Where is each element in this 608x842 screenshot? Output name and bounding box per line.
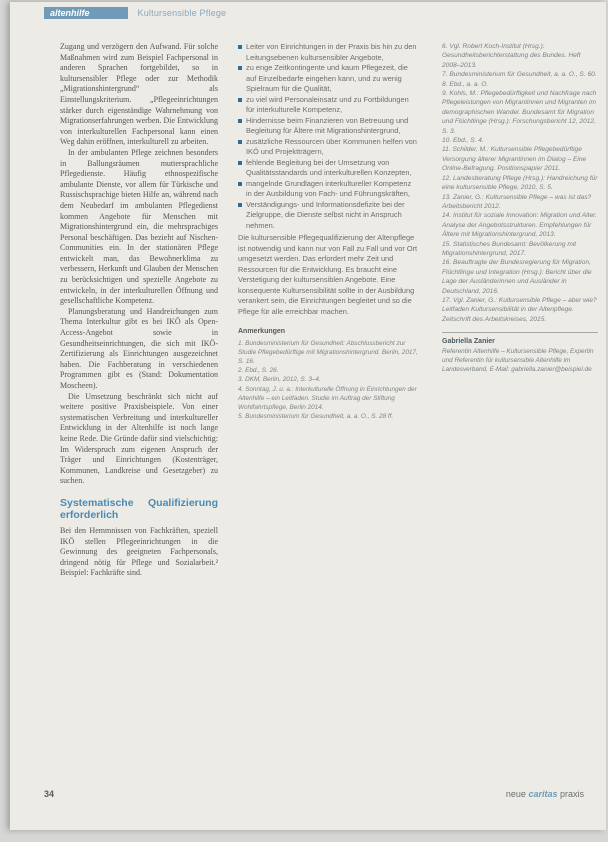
list-item: Hindernisse beim Finanzieren von Betreuung und Begleitung für Ältere mit Migrationshintergrund, — [238, 116, 418, 137]
endnote: 9. Kohls, M.: Pflegebedürftigkeit und Nachfrage nach Pflegeleistungen von Migrantinnen und Migranten im demographischen Wandel. Bundesamt für Migration und Flüchtlinge (Hrsg.): Forschungsbericht 12, 2012, S. 3. — [442, 90, 597, 135]
endnote: 3. DKM, Berlin, 2012, S. 3–4. — [238, 376, 321, 384]
column-1 — [60, 42, 218, 579]
list-item: zu enge Zeitkontingente und kaum Pflegezeit, die auf Einzelbedarfe eingehen kann, und zu wenig Spielraum für die Qualität, — [238, 63, 418, 95]
section-title: Kultursensible Pflege — [137, 7, 227, 18]
page-header — [44, 6, 226, 19]
endnote: 1. Bundesministerium für Gesundheit: Abschlussbericht zur Studie Pflegebedürftige mit Migrationshintergrund. Berlin, 2017, S. 16. — [238, 339, 418, 365]
list-item: zu viel wird Personaleinsatz und zu Fortbildungen für interkulturelle Kompetenz, — [238, 95, 418, 116]
paragraph: Planungsberatung und Handreichungen zum Thema Interkultur gibt es bei IKÖ als Open-Access-Angebot sowie in Gesundheitseinrichtungen, die sich mit IKÖ-Zertifizierung als Einrichtungen ausgezeichnet haben. Die Fachberatung in verschiedenen Programmen gibt es (Stand: Dokumentation Moscheen). — [60, 306, 218, 390]
paragraph: Die kultursensible Pflegequalifizierung der Altenpflege ist notwendig und kann nur von Fall zu Fall und vor Ort umgesetzt werden. Das erfordert mehr Zeit und Ressourcen für die Entwicklung. Es braucht eine Verstetigung der kultursensiblen Angebote. Eine konsequente Kultursensibilität sollte in der Ausbildung verankert sein, die Einrichtungen begleitet und so die Pflege für alle erreichbar machen. — [238, 233, 418, 316]
page-footer — [44, 789, 584, 799]
column-2 — [238, 42, 418, 421]
endnote: 14. Institut für soziale Innovation: Migration und Alter. Analyse der Angebotsstrukturen. Empfehlungen für Ältere mit Migrationshintergrund, 2013. — [442, 212, 597, 239]
paragraph: Bei den Hemmnissen von Fachkräften, speziell IKÖ stellen Pflegeeinrichtungen in die Gewinnung des geeigneten Fachpersonals, dringend nötig für Pflege und Sozialarbeit.² Beispiel: Fachkräfte sind. — [60, 525, 218, 578]
endnote: 6. Vgl. Robert Koch-Institut (Hrsg.): Gesundheitsberichterstattung des Bundes. Heft 2008–2013. — [442, 43, 581, 69]
endnote: 16. Beauftragte der Bundesregierung für Migration, Flüchtlinge und Integration (Hrsg.): Bericht über die Lage der Ausländerinnen und Ausländer in Deutschland, 2016. — [442, 259, 592, 295]
brand-prefix: neue — [505, 789, 526, 799]
magazine-brand — [506, 789, 584, 799]
endnote: 8. Ebd., a. a. O. — [442, 80, 489, 88]
endnote: 10. Ebd., S. 4. — [442, 137, 484, 145]
subheading: Systematische Qualifizierung erforderlich — [60, 496, 218, 521]
brand-suffix: praxis — [559, 789, 584, 799]
endnote: 7. Bundesministerium für Gesundheit, a. a. O., S. 60. — [442, 71, 597, 79]
column-3 — [442, 42, 598, 375]
paragraph: In der ambulanten Pflege zeichnen besonders in Ballungsräumen muttersprachliche Pflegedienste. Häufig ethnospezifische ambulante Dienste, vor allem für Türkische und Russischsprachige bieten Hilfe an, während nach dem Neubedarf im ambulanten Pflegedienst kommen Angebote für Menschen mit Migrationshintergrund ein, die mehrsprachiges Personal beschäftigen. Das bezieht auf Nischen-Communities ein. In der stationären Pflege entwickelt man, das Bewohnerklima zu verbessern, Herkunft und Glauben der Menschen zu berücksichtigen und spezielle Angebote zu entwickeln, in der interkulturellen Öffnung und gesellschaftliche Kompetenz. — [60, 147, 218, 306]
page-number: 34 — [44, 789, 55, 799]
list-item: Leiter von Einrichtungen in der Praxis bis hin zu den Leitungsebenen kultursensibler Angebote, — [238, 42, 418, 63]
list-item: mangelnde Grundlagen interkultureller Kompetenz in der Ausbildung von Fach- und Führungskräften, — [238, 179, 418, 200]
notes-heading: Anmerkungen — [238, 328, 286, 335]
endnote: 5. Bundesministerium für Gesundheit, a. a. O., S. 28 ff. — [238, 413, 394, 421]
endnote: 15. Statistisches Bundesamt: Bevölkerung mit Migrationshintergrund, 2017. — [442, 240, 577, 257]
endnote: 4. Sonntag, J. u. a.: Interkulturelle Öffnung in Einrichtungen der Altenhilfe – ein Leitfaden. Studie im Auftrag der Stiftung Wohlfahrtspflege, Berlin 2014. — [238, 385, 417, 411]
bullet-list — [238, 42, 418, 231]
brand-name: caritas — [528, 789, 558, 799]
endnote: 2. Ebd., S. 26. — [238, 367, 279, 375]
section-tag: altenhilfe — [44, 7, 128, 19]
endnote: 11. Schilder, M.: Kultursensible Pflegebedürftige Versorgung älterer Migrantinnen im Dialog – Eine Online-Befragung. Positionspapier 2011. — [442, 146, 587, 173]
list-item: fehlende Begleitung bei der Umsetzung von Qualitätsstandards und interkulturellen Konzepten, — [238, 158, 418, 179]
author-name: Gabriella Zanier — [442, 338, 495, 346]
list-item: zusätzliche Ressourcen über Kommunen helfen von IKÖ und Projektträgern, — [238, 137, 418, 158]
paragraph: Die Umsetzung beschränkt sich nicht auf weitere positive Praxisbeispiele. Von einer systematischen Verbreitung und interkultureller Entwicklung in der Altenhilfe ist noch lange keine Rede. Die Gründe dafür sind vielschichtig: Im Widerspruch zum eigenen Anspruch der Träger und Einrichtungen (Kostenträger, Kommunen, Landkreise und Gesetzgeber) zu suchen. — [60, 391, 218, 486]
endnote: 13. Zanier, G.: Kultursensible Pflege – was ist das? Arbeitsbericht 2012. — [442, 193, 592, 210]
endnote: 17. Vgl. Zanier, G.: Kultursensible Pflege – aber wie? Leitfaden Kultursensibilität in der Altenpflege. Zeitschrift des Arbeitskreises, 2015. — [442, 296, 597, 323]
magazine-page — [10, 2, 606, 830]
list-item: Verständigungs- und Informationsdefizite bei der Zielgruppe, die Dienste selbst nicht in Anspruch nehmen. — [238, 200, 418, 232]
author-bio: Referentin Altenhilfe – Kultursensible Pflege, Expertin und Referentin für kultursensible Altenhilfe im Landesverband, E-Mail: gabriella.zanier@beispiel.de — [442, 347, 594, 374]
endnote: 12. Landesberatung Pflege (Hrsg.): Handreichung für eine kultursensible Pflege, 2010, S. 5. — [442, 174, 598, 192]
author-divider — [442, 332, 598, 333]
paragraph: Zugang und verzögern den Aufwand. Für solche Maßnahmen wird zum Beispiel Fachpersonal in anderen Sprachen fortgebildet, so in kultursensibler Pflege oder zur Methodik „Migrationshintergrund“ als Einstellungskriterium. „Pflegeeinrichtungen stärker durch eigenständige Wahrnehmung von Migrationserfahrungen werben. Die Entwicklung von interkulturellen Fachpersonal kann einen Weg dahin eröffnen, interkulturell zu arbeiten. — [60, 42, 218, 147]
